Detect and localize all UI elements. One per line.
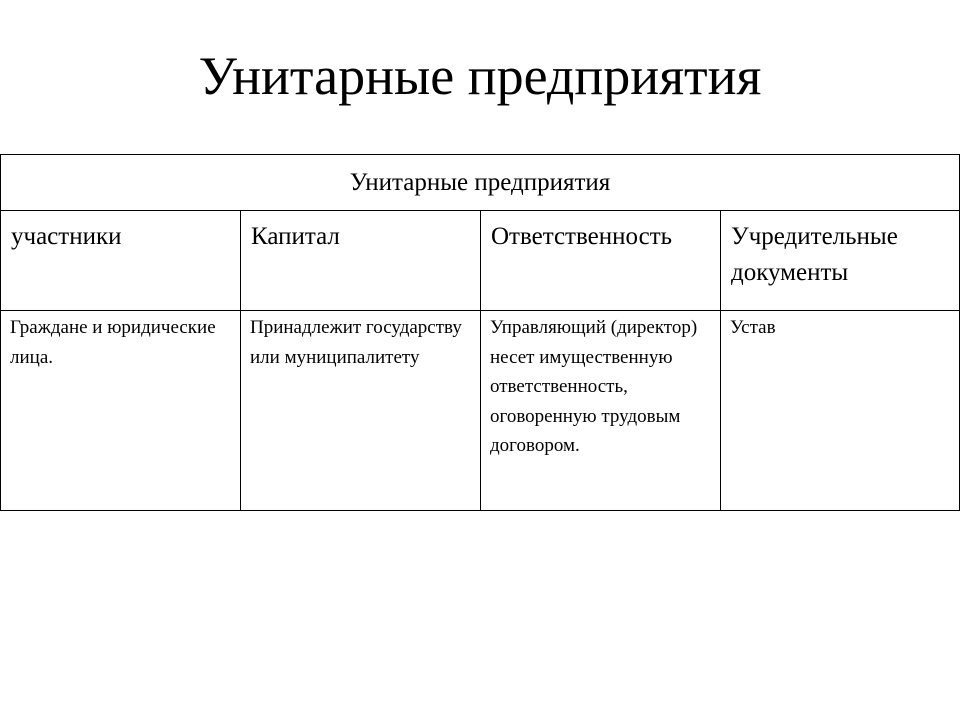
cell-capital [241,311,481,511]
header-capital: Капитал [251,223,340,250]
slide-title: Унитарные предприятия [198,46,762,106]
founding-documents-value: Устав [730,317,776,338]
cell-liability [481,311,721,511]
capital-value: Принадлежит государству или муниципалитету [250,317,462,368]
table-caption: Унитарные предприятия [349,169,611,196]
table-header-row [1,211,960,311]
header-participants: участники [11,223,122,250]
header-cell-participants [1,211,241,311]
participants-value: Граждане и юридические лица. [10,317,216,368]
header-liability: Ответственность [491,223,673,250]
cell-founding-documents [721,311,960,511]
table-row [1,311,960,511]
header-cell-capital [241,211,481,311]
unitary-enterprises-table [0,154,960,511]
liability-value: Управляющий (директор) несет имущественную ответственность, оговоренную трудовым договором. [490,317,698,456]
header-founding-documents: Учредительные документы [731,223,898,286]
table-caption-cell [1,155,960,211]
cell-participants [1,311,241,511]
header-cell-liability [481,211,721,311]
table-caption-row [1,155,960,211]
header-cell-founding-documents [721,211,960,311]
